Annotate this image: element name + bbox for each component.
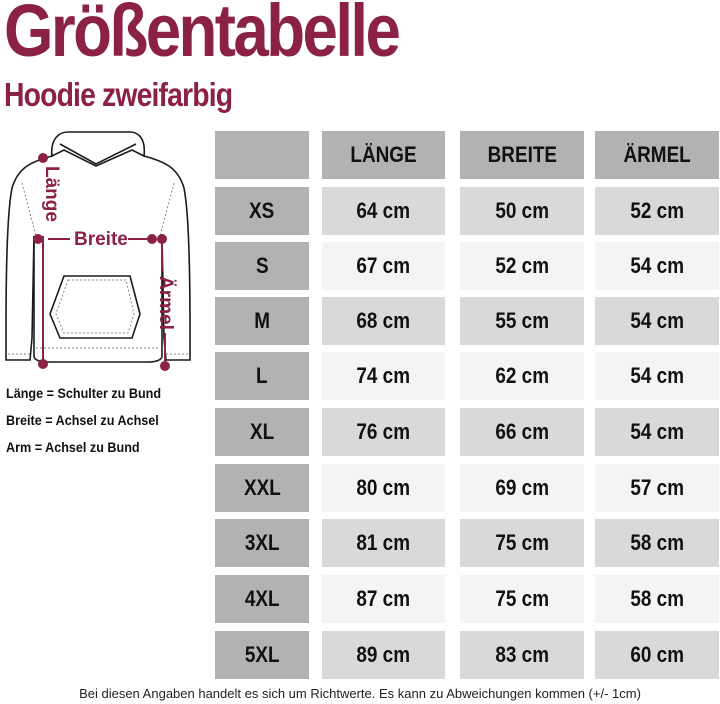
breite-cell: 50 cm xyxy=(460,187,584,235)
page-title: Größentabelle xyxy=(4,0,399,72)
breite-cell: 83 cm xyxy=(460,631,584,679)
size-cell: S xyxy=(215,242,309,290)
header-cell-laenge: LÄNGE xyxy=(322,131,445,179)
aermel-cell: 54 cm xyxy=(595,297,719,345)
size-cell: XS xyxy=(215,187,309,235)
breite-cell: 66 cm xyxy=(460,408,584,456)
breite-cell: 52 cm xyxy=(460,242,584,290)
laenge-cell: 68 cm xyxy=(322,297,445,345)
label-laenge: Länge xyxy=(41,166,62,222)
breite-cell: 75 cm xyxy=(460,519,584,567)
laenge-cell: 87 cm xyxy=(322,575,445,623)
laenge-cell: 80 cm xyxy=(322,464,445,512)
laenge-cell: 76 cm xyxy=(322,408,445,456)
breite-cell: 75 cm xyxy=(460,575,584,623)
page-subtitle: Hoodie zweifarbig xyxy=(4,76,233,113)
laenge-cell: 89 cm xyxy=(322,631,445,679)
aermel-cell: 58 cm xyxy=(595,575,719,623)
aermel-cell: 54 cm xyxy=(595,352,719,400)
laenge-cell: 67 cm xyxy=(322,242,445,290)
breite-cell: 55 cm xyxy=(460,297,584,345)
hoodie-diagram xyxy=(0,128,200,378)
size-cell: 5XL xyxy=(215,631,309,679)
aermel-cell: 52 cm xyxy=(595,187,719,235)
size-cell: XXL xyxy=(215,464,309,512)
size-cell: M xyxy=(215,297,309,345)
size-cell: L xyxy=(215,352,309,400)
aermel-cell: 57 cm xyxy=(595,464,719,512)
aermel-cell: 54 cm xyxy=(595,242,719,290)
legend-item: Länge = Schulter zu Bund xyxy=(6,385,162,401)
legend-item: Breite = Achsel zu Achsel xyxy=(6,412,159,428)
header-cell-empty xyxy=(215,131,309,179)
label-aermel: Ärmel xyxy=(155,276,176,330)
laenge-cell: 64 cm xyxy=(322,187,445,235)
size-cell: XL xyxy=(215,408,309,456)
size-cell: 4XL xyxy=(215,575,309,623)
label-breite: Breite xyxy=(74,229,128,250)
aermel-cell: 54 cm xyxy=(595,408,719,456)
aermel-cell: 58 cm xyxy=(595,519,719,567)
header-cell-breite: BREITE xyxy=(460,131,584,179)
laenge-cell: 81 cm xyxy=(322,519,445,567)
header-cell-aermel: ÄRMEL xyxy=(595,131,719,179)
measurement-legend xyxy=(6,385,178,466)
disclaimer-note: Bei diesen Angaben handelt es sich um Richtwerte. Es kann zu Abweichungen kommen (+/- 1cm) xyxy=(79,686,641,701)
legend-item: Arm = Achsel zu Bund xyxy=(6,439,140,455)
aermel-cell: 60 cm xyxy=(595,631,719,679)
size-cell: 3XL xyxy=(215,519,309,567)
breite-cell: 62 cm xyxy=(460,352,584,400)
laenge-cell: 74 cm xyxy=(322,352,445,400)
breite-cell: 69 cm xyxy=(460,464,584,512)
